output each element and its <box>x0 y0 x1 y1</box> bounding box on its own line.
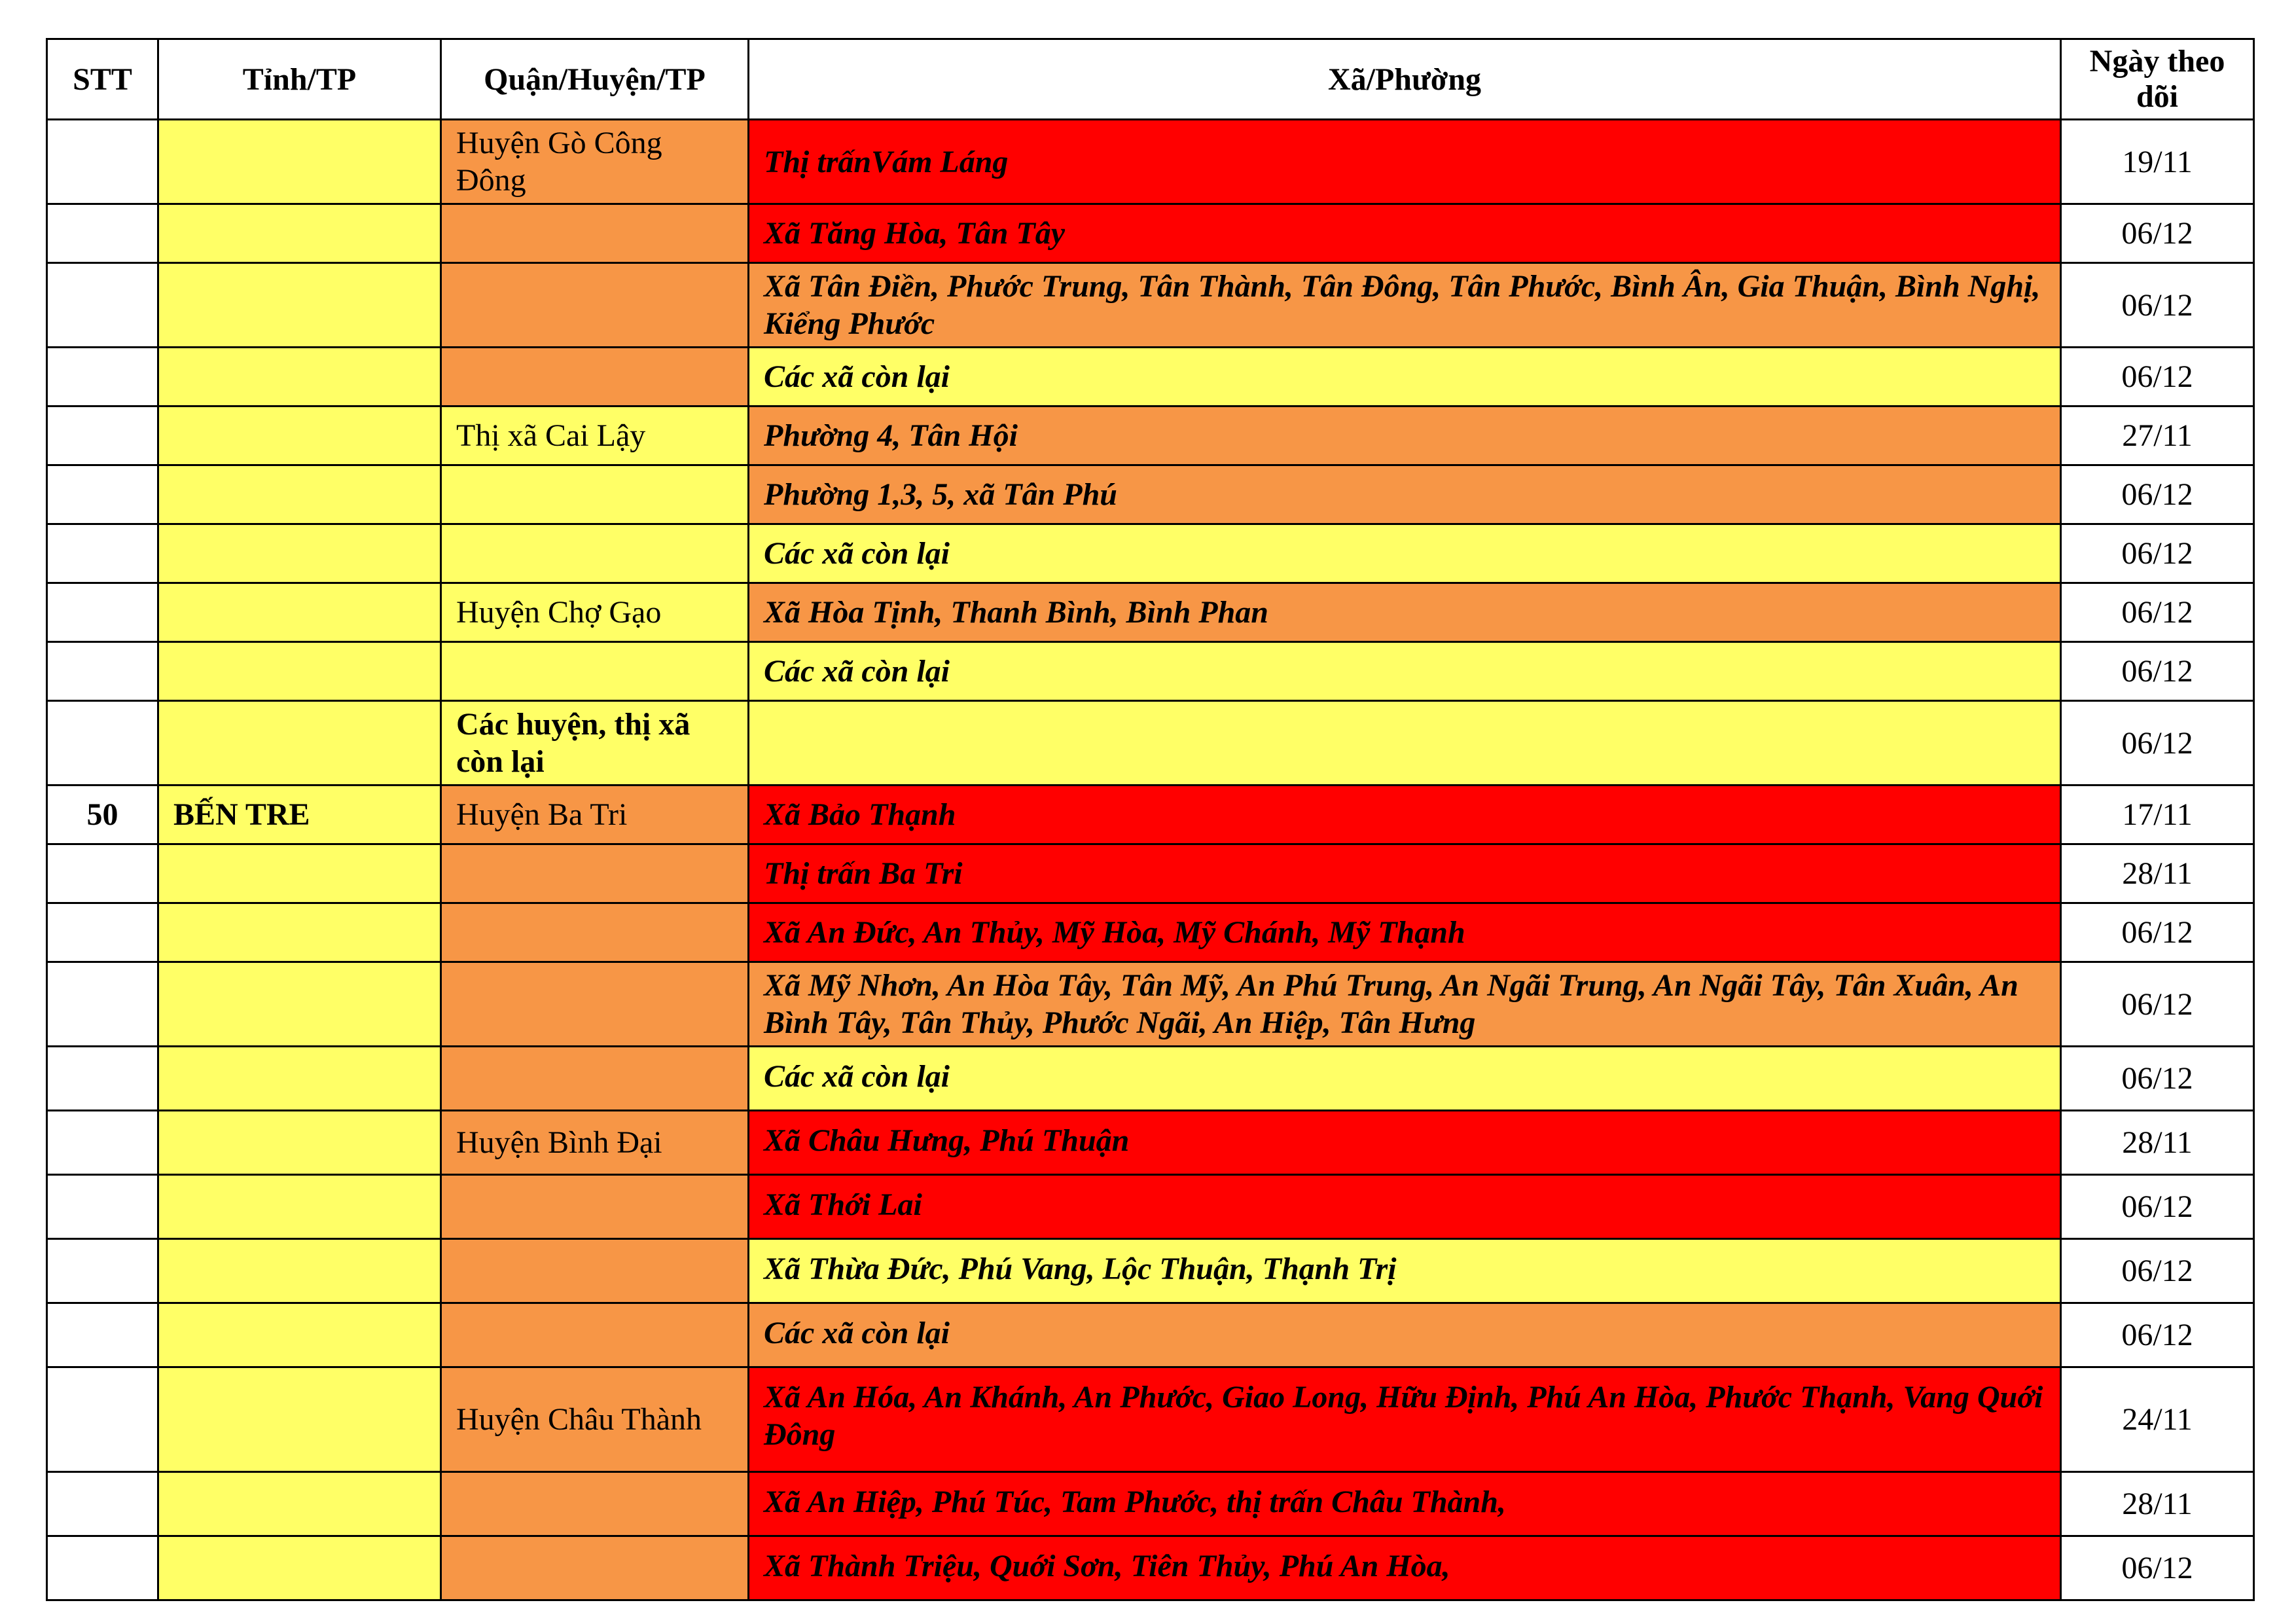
stt-cell <box>47 1367 158 1472</box>
district-cell: Huyện Châu Thành <box>441 1367 749 1472</box>
ward-cell: Các xã còn lại <box>749 1047 2061 1111</box>
table-row <box>47 903 2254 962</box>
date-cell: 06/12 <box>2061 1047 2254 1111</box>
province-cell <box>158 406 441 465</box>
ward-cell: Xã Thới Lai <box>749 1175 2061 1239</box>
table-row <box>47 1111 2254 1175</box>
header-district: Quận/Huyện/TP <box>441 39 749 120</box>
stt-cell: 50 <box>47 785 158 844</box>
district-cell <box>441 962 749 1047</box>
province-cell <box>158 524 441 583</box>
province-cell <box>158 1536 441 1600</box>
district-cell: Huyện Chợ Gạo <box>441 583 749 642</box>
district-cell <box>441 1472 749 1536</box>
district-cell <box>441 1239 749 1303</box>
table-row <box>47 962 2254 1047</box>
stt-cell <box>47 962 158 1047</box>
stt-cell <box>47 583 158 642</box>
date-cell: 24/11 <box>2061 1367 2254 1472</box>
province-cell <box>158 1111 441 1175</box>
date-cell: 28/11 <box>2061 1111 2254 1175</box>
ward-cell: Thị trấnVám Láng <box>749 120 2061 204</box>
ward-cell: Xã An Hóa, An Khánh, An Phước, Giao Long, Hữu Định, Phú An Hòa, Phước Thạnh, Vang Quới Đông <box>749 1367 2061 1472</box>
ward-cell: Các xã còn lại <box>749 348 2061 406</box>
stt-cell <box>47 263 158 348</box>
date-cell: 27/11 <box>2061 406 2254 465</box>
stt-cell <box>47 701 158 785</box>
ward-cell: Xã Tăng Hòa, Tân Tây <box>749 204 2061 263</box>
province-cell <box>158 962 441 1047</box>
ward-cell: Xã Bảo Thạnh <box>749 785 2061 844</box>
date-cell: 06/12 <box>2061 1239 2254 1303</box>
ward-cell: Các xã còn lại <box>749 642 2061 701</box>
outbreak-tracking-table <box>46 38 2255 1601</box>
district-cell <box>441 524 749 583</box>
stt-cell <box>47 120 158 204</box>
stt-cell <box>47 1111 158 1175</box>
district-cell: Thị xã Cai Lậy <box>441 406 749 465</box>
district-cell: Huyện Bình Đại <box>441 1111 749 1175</box>
stt-cell <box>47 1175 158 1239</box>
table-row <box>47 642 2254 701</box>
date-cell: 06/12 <box>2061 903 2254 962</box>
table-row <box>47 1536 2254 1600</box>
district-cell: Huyện Ba Tri <box>441 785 749 844</box>
province-cell <box>158 263 441 348</box>
table-row <box>47 1239 2254 1303</box>
district-cell <box>441 903 749 962</box>
header-ward: Xã/Phường <box>749 39 2061 120</box>
date-cell: 06/12 <box>2061 583 2254 642</box>
province-cell <box>158 348 441 406</box>
document-page <box>46 38 2253 1601</box>
province-cell <box>158 1239 441 1303</box>
table-row <box>47 1047 2254 1111</box>
stt-cell <box>47 1047 158 1111</box>
date-cell: 06/12 <box>2061 204 2254 263</box>
district-cell <box>441 1047 749 1111</box>
date-cell: 06/12 <box>2061 962 2254 1047</box>
ward-cell: Xã Mỹ Nhơn, An Hòa Tây, Tân Mỹ, An Phú Trung, An Ngãi Trung, An Ngãi Tây, Tân Xuân, An Bình Tây, Tân Thủy, Phước Ngãi, An Hiệp, Tân Hưng <box>749 962 2061 1047</box>
district-cell <box>441 465 749 524</box>
date-cell: 06/12 <box>2061 642 2254 701</box>
stt-cell <box>47 406 158 465</box>
header-row <box>47 39 2254 120</box>
stt-cell <box>47 1472 158 1536</box>
ward-cell: Xã Thành Triệu, Quới Sơn, Tiên Thủy, Phú An Hòa, <box>749 1536 2061 1600</box>
province-cell <box>158 903 441 962</box>
table-row <box>47 348 2254 406</box>
date-cell: 06/12 <box>2061 348 2254 406</box>
header-province: Tỉnh/TP <box>158 39 441 120</box>
stt-cell <box>47 844 158 903</box>
date-cell: 06/12 <box>2061 465 2254 524</box>
table-body <box>47 120 2254 1600</box>
province-cell <box>158 120 441 204</box>
province-cell <box>158 583 441 642</box>
table-row <box>47 785 2254 844</box>
province-cell <box>158 1047 441 1111</box>
table-row <box>47 120 2254 204</box>
date-cell: 06/12 <box>2061 701 2254 785</box>
ward-cell: Xã Tân Điền, Phước Trung, Tân Thành, Tân Đông, Tân Phước, Bình Ân, Gia Thuận, Bình Nghị, Kiểng Phước <box>749 263 2061 348</box>
province-cell <box>158 204 441 263</box>
table-row <box>47 1175 2254 1239</box>
table-row <box>47 204 2254 263</box>
table-row <box>47 1303 2254 1367</box>
date-cell: 06/12 <box>2061 1303 2254 1367</box>
ward-cell <box>749 701 2061 785</box>
header-stt: STT <box>47 39 158 120</box>
date-cell: 06/12 <box>2061 263 2254 348</box>
province-cell <box>158 1472 441 1536</box>
date-cell: 28/11 <box>2061 844 2254 903</box>
province-cell <box>158 1303 441 1367</box>
stt-cell <box>47 348 158 406</box>
stt-cell <box>47 903 158 962</box>
table-row <box>47 701 2254 785</box>
district-cell <box>441 844 749 903</box>
stt-cell <box>47 1239 158 1303</box>
ward-cell: Xã Hòa Tịnh, Thanh Bình, Bình Phan <box>749 583 2061 642</box>
district-cell <box>441 204 749 263</box>
ward-cell: Xã An Đức, An Thủy, Mỹ Hòa, Mỹ Chánh, Mỹ Thạnh <box>749 903 2061 962</box>
ward-cell: Các xã còn lại <box>749 524 2061 583</box>
table-row <box>47 844 2254 903</box>
district-cell <box>441 642 749 701</box>
district-cell <box>441 348 749 406</box>
district-cell: Các huyện, thị xã còn lại <box>441 701 749 785</box>
date-cell: 06/12 <box>2061 524 2254 583</box>
date-cell: 28/11 <box>2061 1472 2254 1536</box>
date-cell: 06/12 <box>2061 1536 2254 1600</box>
date-cell: 17/11 <box>2061 785 2254 844</box>
stt-cell <box>47 1303 158 1367</box>
district-cell <box>441 263 749 348</box>
ward-cell: Phường 1,3, 5, xã Tân Phú <box>749 465 2061 524</box>
province-cell <box>158 642 441 701</box>
stt-cell <box>47 204 158 263</box>
district-cell: Huyện Gò Công Đông <box>441 120 749 204</box>
district-cell <box>441 1536 749 1600</box>
stt-cell <box>47 642 158 701</box>
province-cell <box>158 465 441 524</box>
stt-cell <box>47 524 158 583</box>
date-cell: 06/12 <box>2061 1175 2254 1239</box>
date-cell: 19/11 <box>2061 120 2254 204</box>
table-row <box>47 1472 2254 1536</box>
ward-cell: Xã Châu Hưng, Phú Thuận <box>749 1111 2061 1175</box>
district-cell <box>441 1303 749 1367</box>
province-cell <box>158 1175 441 1239</box>
table-row <box>47 406 2254 465</box>
ward-cell: Các xã còn lại <box>749 1303 2061 1367</box>
table-row <box>47 1367 2254 1472</box>
table-row <box>47 583 2254 642</box>
ward-cell: Thị trấn Ba Tri <box>749 844 2061 903</box>
district-cell <box>441 1175 749 1239</box>
header-date: Ngày theo dõi <box>2061 39 2254 120</box>
province-cell <box>158 1367 441 1472</box>
province-cell <box>158 844 441 903</box>
ward-cell: Phường 4, Tân Hội <box>749 406 2061 465</box>
province-cell: BẾN TRE <box>158 785 441 844</box>
stt-cell <box>47 465 158 524</box>
province-cell <box>158 701 441 785</box>
table-row <box>47 524 2254 583</box>
ward-cell: Xã Thừa Đức, Phú Vang, Lộc Thuận, Thạnh Trị <box>749 1239 2061 1303</box>
table-row <box>47 263 2254 348</box>
stt-cell <box>47 1536 158 1600</box>
ward-cell: Xã An Hiệp, Phú Túc, Tam Phước, thị trấn Châu Thành, <box>749 1472 2061 1536</box>
table-row <box>47 465 2254 524</box>
